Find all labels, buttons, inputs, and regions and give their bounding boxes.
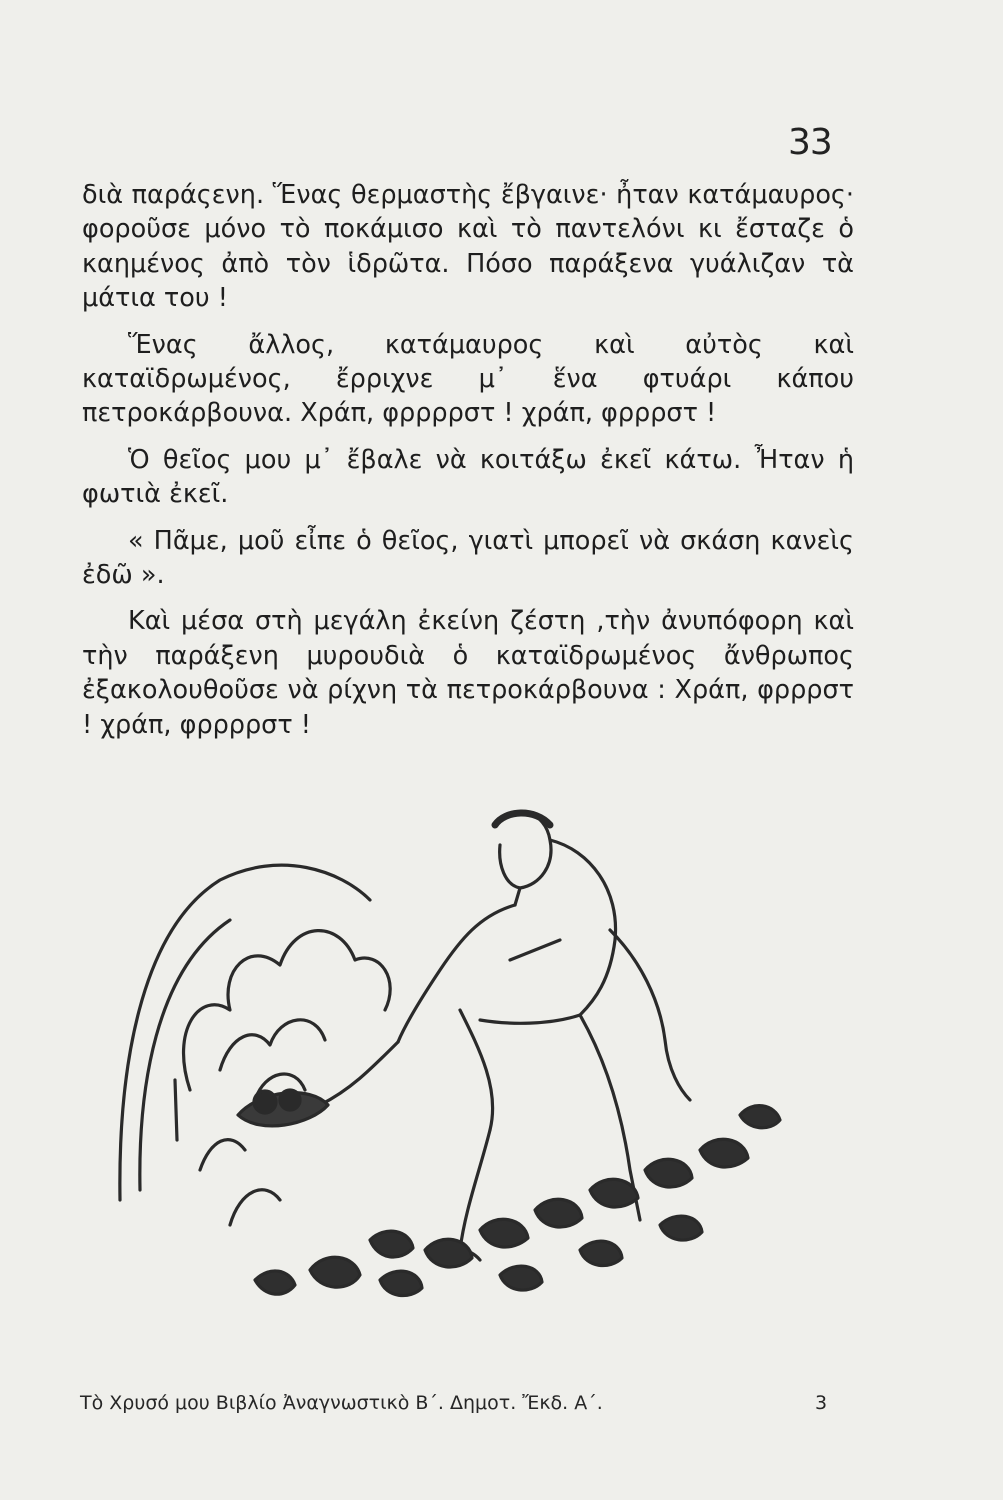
coal-pile <box>255 1106 780 1296</box>
footer <box>80 1392 840 1414</box>
page-number: 33 <box>788 122 832 163</box>
paragraph-4: « Πᾶμε, μοῦ εἶπε ὁ θεῖος, γιατὶ μπορεῖ νὰ σκάση κανεὶς ἐδῶ ». <box>82 525 854 591</box>
paragraph-2: Ἕνας ἄλλος, κατάμαυρος καὶ αὐτὸς καὶ καταϊδρωμένος, ἔρριχνε μ᾽ ἕνα φτυάρι κάπου πετροκάρβουνα. Χράπ, φρρρρστ ! χράπ, φρρρστ ! <box>82 329 854 429</box>
body-text <box>82 178 854 754</box>
footer-signature-number: 3 <box>815 1392 828 1414</box>
footer-book-title: Τὸ Χρυσό μου Βιβλίο Ἀναγνωστικὸ Β΄. Δημοτ. Ἔκδ. Α΄. <box>80 1392 603 1414</box>
paragraph-5: Καὶ μέσα στὴ μεγάλη ἐκείνη ζέστη ,τὴν ἀνυπόφορη καὶ τὴν παράξενη μυρουδιὰ ὁ καταϊδρωμένος ἄνθρωπος ἐξακολουθοῦσε νὰ ρίχνη τὰ πετροκάρβουνα : Χράπ, φρρρστ ! χράπ, φρρρρστ ! <box>82 606 854 740</box>
paragraph-1: διὰ παράςενη. Ἕνας θερμαστὴς ἔβγαινε· ἦταν κατάμαυρος· φοροῦσε μόνο τὸ ποκάμισο καὶ τὸ παντελόνι κι ἔσταζε ὁ καημένος ἀπὸ τὸν ἱδρῶτα. Πόσο παράξενα γυάλιζαν τὰ μάτια του ! <box>82 180 854 314</box>
paragraph-3: Ὁ θεῖος μου μ᾽ ἔβαλε νὰ κοιτάξω ἐκεῖ κάτω. Ἦταν ἡ φωτιὰ ἐκεῖ. <box>82 444 854 510</box>
stoker-figure <box>398 812 690 1260</box>
stoker-illustration <box>80 770 850 1370</box>
